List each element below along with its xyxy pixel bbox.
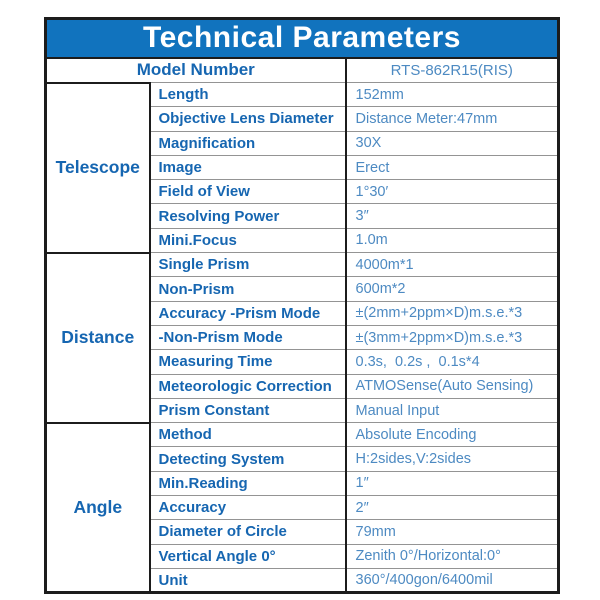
parameter-value: ±(2mm+2ppm×D)m.s.e.*3 — [346, 301, 559, 325]
parameter-value: Absolute Encoding — [346, 423, 559, 447]
parameter-value: ATMOSense(Auto Sensing) — [346, 374, 559, 398]
model-number-value: RTS-862R15(RIS) — [390, 61, 513, 79]
table-row — [46, 83, 559, 107]
parameter-label: Single Prism — [150, 253, 346, 277]
parameter-value: 3″ — [346, 204, 559, 228]
page-title: Technical Parameters — [46, 19, 559, 58]
parameter-value: Zenith 0°/Horizontal:0° — [346, 544, 559, 568]
table-body — [46, 19, 559, 593]
parameter-value: H:2sides,V:2sides — [346, 447, 559, 471]
parameter-label: Mini.Focus — [150, 228, 346, 252]
model-number-label: Model Number — [46, 58, 346, 83]
parameter-label: Accuracy — [150, 496, 346, 520]
parameter-label: Meteorologic Correction — [150, 374, 346, 398]
parameter-label: Unit — [150, 568, 346, 592]
technical-parameters-table — [44, 17, 560, 594]
parameter-value: Erect — [346, 155, 559, 179]
parameter-label: Field of View — [150, 180, 346, 204]
parameter-label: Non-Prism — [150, 277, 346, 301]
parameter-label: Vertical Angle 0° — [150, 544, 346, 568]
parameter-label: Accuracy -Prism Mode — [150, 301, 346, 325]
model-number-row — [46, 58, 559, 83]
parameter-label: -Non-Prism Mode — [150, 325, 346, 349]
parameter-value: 152mm — [346, 83, 559, 107]
parameter-label: Min.Reading — [150, 471, 346, 495]
parameter-label: Magnification — [150, 131, 346, 155]
spec-sheet — [44, 17, 560, 594]
parameter-label: Objective Lens Diameter — [150, 107, 346, 131]
parameter-value: ±(3mm+2ppm×D)m.s.e.*3 — [346, 325, 559, 349]
parameter-value: 2″ — [346, 496, 559, 520]
parameter-value: 1°30′ — [346, 180, 559, 204]
parameter-value: 600m*2 — [346, 277, 559, 301]
parameter-label: Measuring Time — [150, 350, 346, 374]
table-row — [46, 423, 559, 447]
parameter-label: Length — [150, 83, 346, 107]
parameter-value: 79mm — [346, 520, 559, 544]
parameter-label: Prism Constant — [150, 398, 346, 422]
parameter-value: Distance Meter:47mm — [346, 107, 559, 131]
parameter-label: Diameter of Circle — [150, 520, 346, 544]
section-name-telescope: Telescope — [46, 83, 150, 253]
parameter-value: 4000m*1 — [346, 253, 559, 277]
parameter-label: Image — [150, 155, 346, 179]
parameter-label: Resolving Power — [150, 204, 346, 228]
table-row — [46, 253, 559, 277]
parameter-value: 30X — [346, 131, 559, 155]
parameter-value: 1″ — [346, 471, 559, 495]
parameter-value: 1.0m — [346, 228, 559, 252]
parameter-label: Detecting System — [150, 447, 346, 471]
section-name-distance: Distance — [46, 253, 150, 423]
parameter-value: Manual Input — [346, 398, 559, 422]
section-name-angle: Angle — [46, 423, 150, 593]
parameter-value: 360°/400gon/6400mil — [346, 568, 559, 592]
parameter-value: 0.3s, 0.2s , 0.1s*4 — [346, 350, 559, 374]
parameter-label: Method — [150, 423, 346, 447]
title-row — [46, 19, 559, 58]
